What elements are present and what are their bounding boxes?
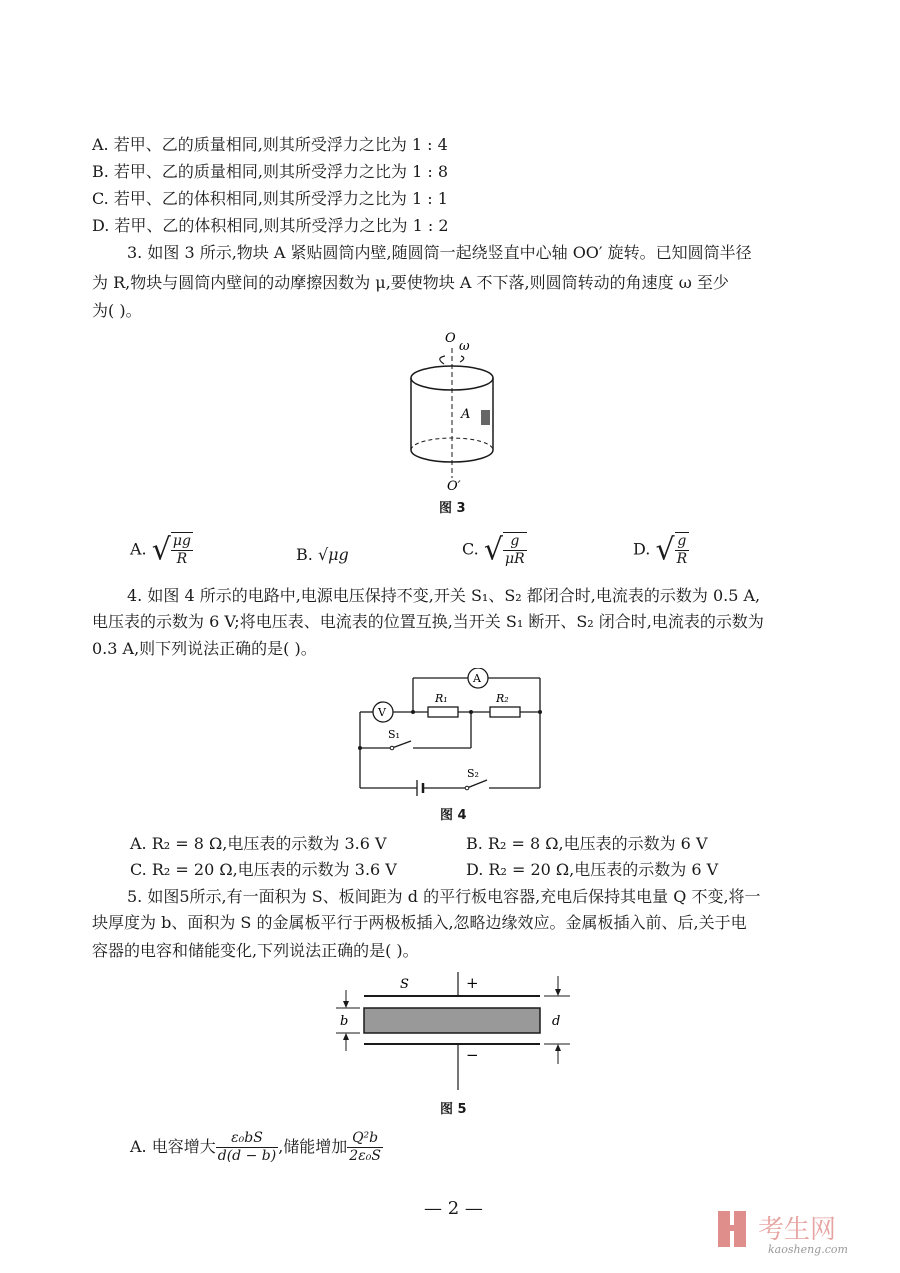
label-omega: ω <box>459 339 470 354</box>
figure-5-capacitor <box>330 968 580 1096</box>
switch-s2 <box>467 780 487 788</box>
q2-option-a: A. 若甲、乙的质量相同,则其所受浮力之比为 1 : 4 <box>92 135 448 154</box>
q5-stem-line1: 5. 如图5所示,有一面积为 S、板间距为 d 的平行板电容器,充电后保持其电量 Q 不变,将一 <box>127 887 761 906</box>
q2-option-c: C. 若甲、乙的体积相同,则其所受浮力之比为 1 : 1 <box>92 189 448 208</box>
svg-text:b: b <box>340 1014 349 1029</box>
q3-option-a: A. √ $\frac{\mu g}{R}$ <box>130 532 191 568</box>
svg-text:S: S <box>400 977 409 992</box>
label-o-prime: O′ <box>447 479 461 493</box>
q3-stem-line1: 3. 如图 3 所示,物块 A 紧贴圆筒内壁,随圆筒一起绕竖直中心轴 OO′ 旋转。已知圆筒半径 <box>127 243 752 262</box>
svg-text:考生网: 考生网 <box>758 1215 837 1245</box>
svg-text:+: + <box>466 974 479 992</box>
q4-option-d: D. R₂ = 20 Ω,电压表的示数为 6 V <box>466 860 719 879</box>
q3-stem-line3: 为( )。 <box>92 301 142 320</box>
svg-text:R₁: R₁ <box>435 692 448 705</box>
q4-option-a: A. R₂ = 8 Ω,电压表的示数为 3.6 V <box>130 834 387 853</box>
label-a: A <box>461 407 471 422</box>
q2-option-b: B. 若甲、乙的质量相同,则其所受浮力之比为 1 : 8 <box>92 162 449 181</box>
q2-option-d: D. 若甲、乙的体积相同,则其所受浮力之比为 1 : 2 <box>92 216 449 235</box>
q3-stem-line2: 为 R,物块与圆筒内壁间的动摩擦因数为 μ,要使物块 A 不下落,则圆筒转动的角速度 ω 至少 <box>92 273 729 292</box>
q4-stem-line1: 4. 如图 4 所示的电路中,电源电压保持不变,开关 S₁、S₂ 都闭合时,电流表的示数为 0.5 A, <box>127 586 761 605</box>
figure-4-circuit <box>355 668 550 803</box>
figure-5-caption: 图 5 <box>440 1102 467 1117</box>
switch-s1 <box>392 741 411 748</box>
svg-text:A: A <box>473 672 481 685</box>
svg-text:−: − <box>466 1046 479 1064</box>
figure-3-caption: 图 3 <box>439 501 466 516</box>
q4-option-b: B. R₂ = 8 Ω,电压表的示数为 6 V <box>466 834 708 853</box>
q5-stem-line3: 容器的电容和储能变化,下列说法正确的是( )。 <box>92 941 419 960</box>
q4-stem-line3: 0.3 A,则下列说法正确的是( )。 <box>92 639 317 658</box>
q3-option-c: C. √ $\frac{g}{\mu R}$ <box>462 532 525 568</box>
q3-option-d: D. √ $\frac{g}{R}$ <box>633 532 688 568</box>
page-number: — 2 — <box>424 1198 483 1219</box>
svg-text:kaosheng.com: kaosheng.com <box>768 1243 848 1256</box>
q5-stem-line2: 块厚度为 b、面积为 S 的金属板平行于两极板插入,忽略边缘效应。金属板插入前、后,关于电 <box>92 913 747 932</box>
label-o: O <box>445 331 456 346</box>
q3-option-b: B. √μg <box>296 545 349 564</box>
svg-text:S₁: S₁ <box>388 728 400 741</box>
block-a <box>481 410 490 425</box>
figure-4-caption: 图 4 <box>440 808 467 823</box>
q4-stem-line2: 电压表的示数为 6 V;将电压表、电流表的位置互换,当开关 S₁ 断开、S₂ 闭合时,电流表的示数为 <box>92 612 764 631</box>
resistor-r1 <box>428 707 458 717</box>
svg-text:V: V <box>378 706 386 719</box>
q5-option-a: A. 电容增大 $\frac{\text{ε₀bS}}{d(d - b)}$ ,储能增加 $\frac{\text{Q²b}}{\text{2ε₀S}}$ <box>130 1130 381 1164</box>
q4-option-c: C. R₂ = 20 Ω,电压表的示数为 3.6 V <box>130 860 397 879</box>
watermark-logo <box>716 1205 876 1261</box>
figure-3-cylinder <box>395 328 505 493</box>
svg-text:R₂: R₂ <box>496 692 509 705</box>
svg-text:d: d <box>552 1014 561 1029</box>
metal-slab <box>364 1008 540 1033</box>
resistor-r2 <box>490 707 520 717</box>
svg-text:S₂: S₂ <box>467 767 479 780</box>
